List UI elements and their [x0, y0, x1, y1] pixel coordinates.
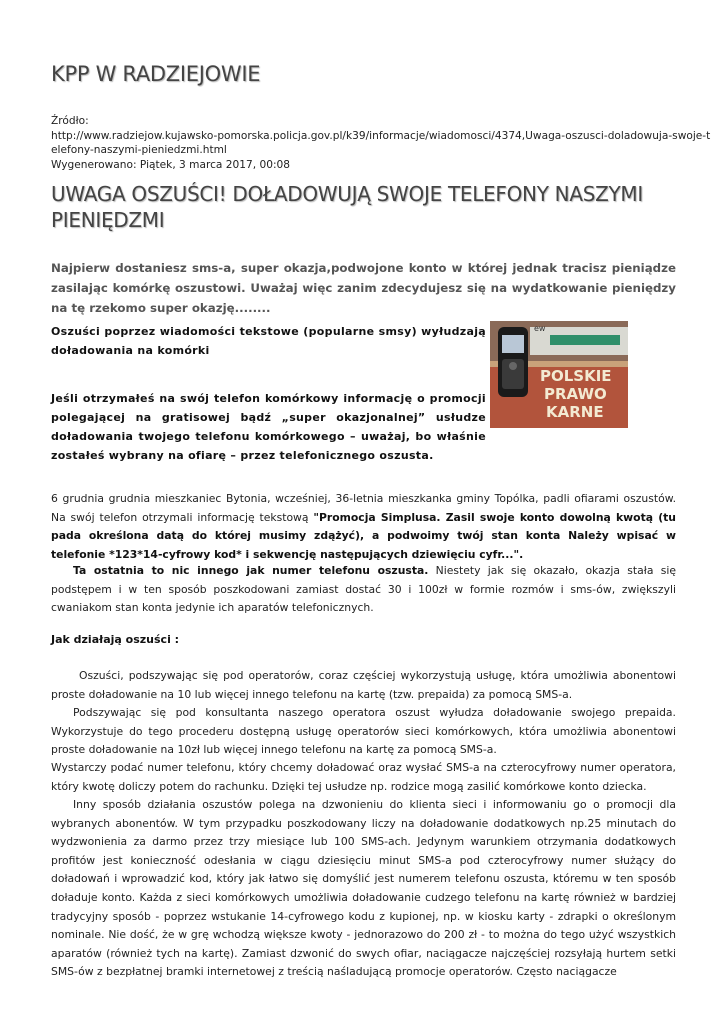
- photo-text-line-1: POLSKIE: [540, 367, 612, 385]
- paragraph-4: Podszywając się pod konsultanta naszego operatora oszust wyłudza doładowanie swojego prepaida. Wykorzystuje do tego procederu dostępną usługę operatorów sieci komórkowych, która umożliwia abonentowi proste doładowanie na 10zł lub więcej innego telefonu na kartę za pomocą SMS-a.: [51, 706, 676, 757]
- photo-illustration: [490, 321, 628, 428]
- paragraph-6: Inny sposób działania oszustów polega na dzwonieniu do klienta sieci i informowaniu go o promocji dla wybranych abonentów. W tym przypadku poszkodowany liczy na doładowanie dodatkowych np.25 minutach do wydzwonienia za darmo przez trzy miesiące lub 100 SMS-ach. Jedynym warunkiem otrzymania dodatkowych profitów jest konieczność odesłania w ciągu dziesięciu minut SMS-a pod czterocyfrowy numer służący do doładowań i wprowadzić kod, który jak łatwo się domyślić jest numerem telefonu oszusta, któremu w ten sposób doładuje konto. Każda z sieci komórkowych umożliwia doładowanie cudzego telefonu na kartę również w bardziej tradycyjny sposób - poprzez wstukanie 14-cyfrowego kodu z kupionej, np. w kiosku karty - zdrapki o określonym nominale. Nie dość, że w grę wchodzą większe kwoty - jednorazowo do 200 zł - to można do tego użyć wszystkich aparatów (również tych na kartę). Zamiast dzwonić do swych ofiar, naciągacze najczęściej rozsyłają hurtem setki SMS-ów z bezpłatnej bramki internetowej z treścią naśladującą promocje operatorów. Często naciągacze: [51, 798, 676, 979]
- source-label: Źródło:: [51, 115, 89, 127]
- site-title: KPP W RADZIEJOWIE: [51, 62, 261, 86]
- paragraph-1-bold: "Promocja Simplusa. Zasil swoje konto dowolną kwotą (tu pada określona datą do której musimy zdążyć), a podwoimy twój stan konta Należy wpisać w telefonie *123*14-cyfrowy kod* i sekwencję następujących dziewięciu cyfr...".: [51, 510, 676, 561]
- paragraph-2: [51, 562, 676, 618]
- document-meta: [51, 114, 711, 172]
- generated-date: Wygenerowano: Piątek, 3 marca 2017, 00:08: [51, 158, 291, 171]
- source-url-line-2: elefony-naszymi-pieniedzmi.html: [51, 144, 227, 157]
- paragraph-1: [51, 490, 676, 564]
- paragraph-2-bold: Ta ostatnia to nic innego jak numer telefonu oszusta.: [73, 564, 429, 577]
- photo-corner-text: ew: [534, 324, 546, 333]
- phone-on-book-photo: [490, 321, 628, 428]
- article-title: UWAGA OSZUŚCI! DOŁADOWUJĄ SWOJE TELEFONY NASZYMI PIENIĘDZMI: [51, 182, 643, 232]
- mobile-phone-icon: [498, 327, 528, 397]
- source-url-line-1: http://www.radziejow.kujawsko-pomorska.policja.gov.pl/k39/informacje/wiadomosci/4374,Uwaga-oszusci-doladowuja-swoje-t: [51, 129, 711, 142]
- box-paragraph-1: Oszuści poprzez wiadomości tekstowe (popularne smsy) wyłudzają doładowania na komórki: [51, 325, 486, 357]
- section-subhead: Jak działają oszuści :: [51, 633, 180, 646]
- paragraph-1-text: 6 grudnia grudnia mieszkaniec Bytonia, wcześniej, 36-letnia mieszkanka gminy Topólka, padli ofiarami oszustów. Na swój telefon otrzymali informację tekstową: [51, 492, 676, 524]
- box-paragraph-2: Jeśli otrzymałeś na swój telefon komórkowy informację o promocji polegającej na gratisowej bądź „super okazjonalnej” usłudze doładowania twojego telefonu komórkowego – uważaj, bo właśnie zostałeś wybrany na ofiarę – przez telefonicznego oszusta.: [51, 392, 486, 462]
- article-lead: Najpierw dostaniesz sms-a, super okazja,podwojone konto w której jednak tracisz pieniądze zasilając komórkę oszustowi. Uważaj więc zanim zdecydujesz się na wydatkowanie pieniędzy na tę rzekomo super okazję........: [51, 261, 676, 315]
- photo-text-line-2: PRAWO: [544, 385, 607, 403]
- paragraph-5: Wystarczy podać numer telefonu, który chcemy doładować oraz wysłać SMS-a na czterocyfrowy numer operatora, który kwotę doliczy potem do rachunku. Dzięki tej usłudze np. rodzice mogą zasilić komórkowe konto dziecka.: [51, 761, 676, 793]
- paragraph-2-text: Niestety jak się okazało, okazja stała się podstępem i w ten sposób poszkodowani zamiast dostać 30 i 100zł w formie rozmów i sms-ów, zwiększyli cwaniakom stan konta jedynie ich aparatów telefonicznych.: [51, 564, 677, 615]
- photo-text-line-3: KARNE: [546, 403, 604, 421]
- paragraph-3: Oszuści, podszywając się pod operatorów, coraz częściej wykorzystują usługę, która umożliwia abonentowi proste doładowanie na 10 lub więcej innego telefonu na kartę (tzw. prepaida) za pomocą SMS-a.: [51, 669, 676, 701]
